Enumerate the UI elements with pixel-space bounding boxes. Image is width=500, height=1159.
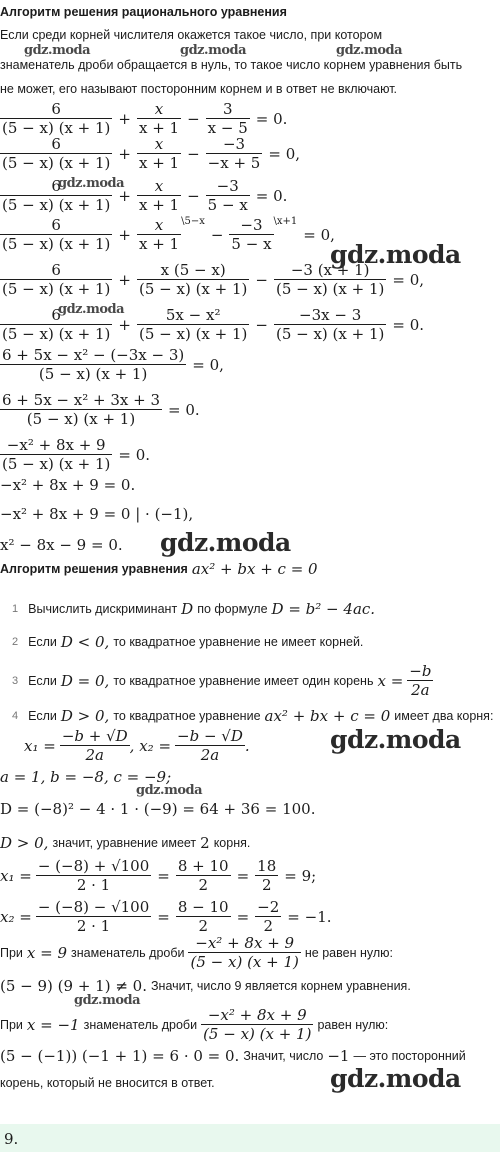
watermark-logo: gdz.moda <box>58 302 125 317</box>
intro-line-3: не может, его называют посторонним корнем и в ответ не включают. <box>0 82 398 96</box>
quadratic-step-4: 4 Если D > 0, то квадратное уравнение ax² + bx + c = 0 имеет два корня: <box>12 707 494 725</box>
quadratic-step-2: 2 Если D < 0, то квадратное уравнение не имеет корней. <box>12 633 364 651</box>
equation-step-1: $\frac{6}{(5 - x) (x + 1)}$ + $\frac{x}{x + 1}$ − $\frac{3}{x - 5}$ = 0. <box>2 100 288 137</box>
answer-box <box>0 1124 500 1152</box>
check-root-9: При x = 9 знаменатель дроби $\frac{\text{−x² + 8x + 9}}{(5 - x) (x + 1)}$ не равен нулю: <box>0 934 393 971</box>
equation-step-10: −x² + 8x + 9 = 0. <box>0 476 136 494</box>
coefficients: a = 1, b = −8, c = −9; <box>0 768 172 786</box>
watermark-logo: gdz.moda <box>136 783 203 798</box>
equation-step-11: −x² + 8x + 9 = 0 | · (−1), <box>0 505 194 523</box>
extraneous-root-note: корень, который не вносится в ответ. <box>0 1076 215 1090</box>
check-root-9-result: (5 − 9) (9 + 1) ≠ 0. Значит, число 9 является корнем уравнения. <box>0 977 411 995</box>
discriminant-positive: D > 0, значит, уравнение имеет 2 корня. <box>0 834 251 852</box>
equation-step-5: $\frac{6}{(5 - x) (x + 1)}$ + $\frac{x (5 - x)}{(5 - x) (x + 1)}$ − $\frac{-3 (x + 1)}{(5 - x) (x + 1)}$ = 0, <box>2 261 425 298</box>
watermark-logo: gdz.moda <box>24 43 91 58</box>
quadratic-step-3: 3 Если D = 0, то квадратное уравнение имеет один корень x = $\frac{-b}{2a}$ <box>12 662 432 699</box>
algorithm-title-quadratic: Алгоритм решения уравнения ax² + bx + c = 0 <box>0 560 318 578</box>
discriminant: D = (−8)² − 4 · 1 · (−9) = 64 + 36 = 100. <box>0 800 316 818</box>
watermark-logo: gdz.moda <box>330 240 461 269</box>
check-root-minus-1: При x = −1 знаменатель дроби $\frac{\text{−x² + 8x + 9}}{(5 - x) (x + 1)}$ равен нулю: <box>0 1006 389 1043</box>
intro-line-2: знаменатель дроби обращается в нуль, то такое число корнем уравнения быть <box>0 58 463 72</box>
root-x2-calc: x₂ = $\frac{- (-8) - √100}{2 \cdot 1}$ = $\frac{8 - 10}{2}$ = $\frac{-2}{2}$ = −1. <box>0 898 332 935</box>
watermark-logo: gdz.moda <box>330 1064 461 1093</box>
watermark-logo: gdz.moda <box>330 725 461 754</box>
equation-step-9: $\frac{\text{−x² + 8x + 9}}{(5 - x) (x + 1)}$ = 0. <box>2 436 151 473</box>
watermark-logo: gdz.moda <box>58 176 125 191</box>
algorithm-title-rational: Алгоритм решения рационального уравнения <box>0 5 287 19</box>
watermark-logo: gdz.moda <box>180 43 247 58</box>
equation-step-6: $\frac{6}{(5 - x) (x + 1)}$ + $\frac{\text{5x − x²}}{(5 - x) (x + 1)}$ − $\frac{-3x - 3}{(5 - x) (x + 1)}$ = 0. <box>2 306 425 343</box>
intro-line-1: Если среди корней числителя окажется такое число, при котором <box>0 28 383 42</box>
quadratic-step-1: 1 Вычислить дискриминант D по формуле D = b² − 4ac. <box>12 600 376 618</box>
watermark-logo: gdz.moda <box>74 993 141 1008</box>
answer-value: 9. <box>4 1130 19 1148</box>
watermark-logo: gdz.moda <box>160 528 291 557</box>
equation-step-7: $\frac{\text{6 + 5x − x² − (−3x − 3)}}{(5 - x) (x + 1)}$ = 0, <box>2 346 224 383</box>
equation-step-4: $\frac{6}{(5 - x) (x + 1)}$ + $\frac{x}{x + 1}$ \5−x − $\frac{-3}{5 - x}$ \x+1 = 0, <box>2 216 335 253</box>
check-root-minus-1-result: (5 − (−1)) (−1 + 1) = 6 · 0 = 0. Значит, число −1 — это посторонний <box>0 1047 466 1065</box>
equation-step-2: $\frac{6}{(5 - x) (x + 1)}$ + $\frac{x}{x + 1}$ − $\frac{-3}{-x + 5}$ = 0, <box>2 135 301 172</box>
roots-formula: x₁ = $\frac{-b + √D}{2a}$ , x₂ = $\frac{-b - √D}{2a}$ . <box>24 727 250 764</box>
watermark-logo: gdz.moda <box>336 43 403 58</box>
equation-step-12: x² − 8x − 9 = 0. <box>0 536 123 554</box>
equation-step-3: $\frac{6}{(5 - x) (x + 1)}$ + $\frac{x}{x + 1}$ − $\frac{-3}{5 - x}$ = 0. <box>2 177 288 214</box>
root-x1-calc: x₁ = $\frac{- (-8) + √100}{2 \cdot 1}$ = $\frac{8 + 10}{2}$ = $\frac{18}{2}$ = 9; <box>0 857 317 894</box>
equation-step-8: $\frac{\text{6 + 5x − x² + 3x + 3}}{(5 - x) (x + 1)}$ = 0. <box>2 391 200 428</box>
